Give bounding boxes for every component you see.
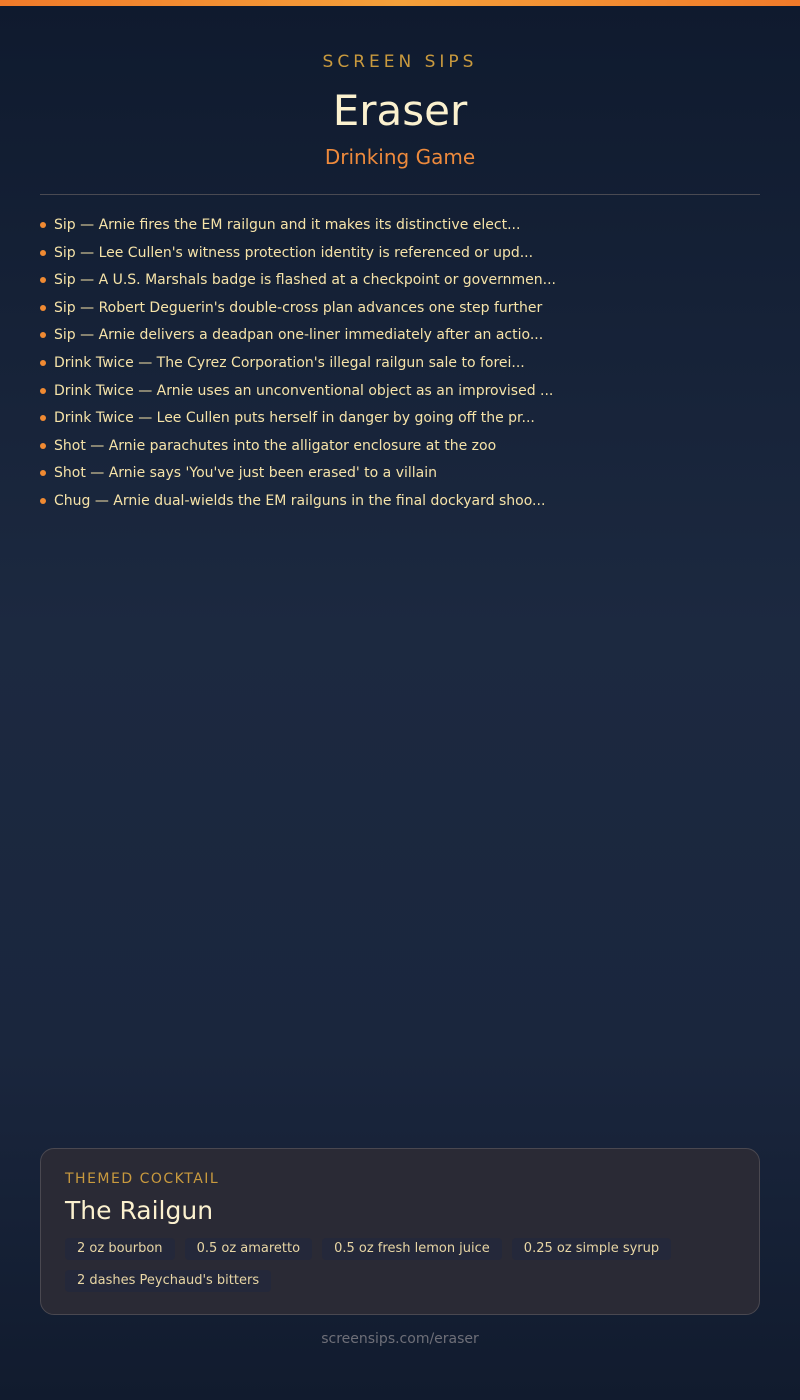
page-subtitle: Drinking Game bbox=[324, 145, 476, 169]
rule-text: Drink Twice — The Cyrez Corporation's illegal railgun sale to forei... bbox=[54, 354, 525, 371]
ingredient-list bbox=[65, 1238, 745, 1292]
top-accent-bar bbox=[0, 0, 800, 6]
rule-text: Chug — Arnie dual-wields the EM railguns in the final dockyard shoo... bbox=[54, 492, 546, 509]
rule-item bbox=[40, 435, 760, 463]
bullet-icon bbox=[40, 277, 46, 283]
ingredient-chip: 0.5 oz fresh lemon juice bbox=[322, 1238, 502, 1260]
bullet-icon bbox=[40, 305, 46, 311]
bullet-icon bbox=[40, 443, 46, 449]
cocktail-name: The Railgun bbox=[65, 1196, 214, 1225]
bullet-icon bbox=[40, 360, 46, 366]
rule-item bbox=[40, 462, 760, 490]
rule-item bbox=[40, 407, 760, 435]
bullet-icon bbox=[40, 498, 46, 504]
cocktail-card bbox=[40, 1148, 760, 1315]
bullet-icon bbox=[40, 415, 46, 421]
rule-text: Drink Twice — Arnie uses an unconventional object as an improvised ... bbox=[54, 382, 554, 399]
bullet-icon bbox=[40, 470, 46, 476]
bullet-icon bbox=[40, 222, 46, 228]
rule-text: Shot — Arnie parachutes into the alligator enclosure at the zoo bbox=[54, 437, 497, 454]
ingredient-chip: 2 oz bourbon bbox=[65, 1238, 175, 1260]
bullet-icon bbox=[40, 388, 46, 394]
rule-text: Sip — Lee Cullen's witness protection identity is referenced or upd... bbox=[54, 244, 534, 261]
rule-item bbox=[40, 380, 760, 408]
footer-url: screensips.com/eraser bbox=[321, 1331, 479, 1347]
rules-list bbox=[40, 214, 760, 518]
ingredient-chip: 2 dashes Peychaud's bitters bbox=[65, 1270, 271, 1292]
rule-item bbox=[40, 324, 760, 352]
ingredient-chip: 0.25 oz simple syrup bbox=[512, 1238, 671, 1260]
bullet-icon bbox=[40, 332, 46, 338]
rule-item bbox=[40, 352, 760, 380]
divider bbox=[40, 194, 760, 195]
rule-text: Sip — Arnie fires the EM railgun and it makes its distinctive elect... bbox=[54, 217, 521, 233]
rule-text: Sip — Arnie delivers a deadpan one-liner immediately after an actio... bbox=[54, 327, 544, 344]
ingredient-chip: 0.5 oz amaretto bbox=[185, 1238, 313, 1260]
bullet-icon bbox=[40, 250, 46, 256]
brand-label: SCREEN SIPS bbox=[322, 52, 478, 72]
rule-item bbox=[40, 297, 760, 325]
rule-item bbox=[40, 269, 760, 297]
rule-text: Drink Twice — Lee Cullen puts herself in danger by going off the pr... bbox=[54, 410, 535, 427]
rule-item bbox=[40, 490, 760, 518]
rule-item bbox=[40, 242, 760, 270]
rule-text: Shot — Arnie says 'You've just been erased' to a villain bbox=[54, 465, 438, 482]
cocktail-section-label: THEMED COCKTAIL bbox=[65, 1171, 220, 1187]
rule-item bbox=[40, 214, 760, 242]
page-title: Eraser bbox=[332, 86, 468, 135]
rule-text: Sip — A U.S. Marshals badge is flashed at a checkpoint or governmen... bbox=[54, 272, 556, 289]
rule-text: Sip — Robert Deguerin's double-cross plan advances one step further bbox=[54, 299, 543, 316]
